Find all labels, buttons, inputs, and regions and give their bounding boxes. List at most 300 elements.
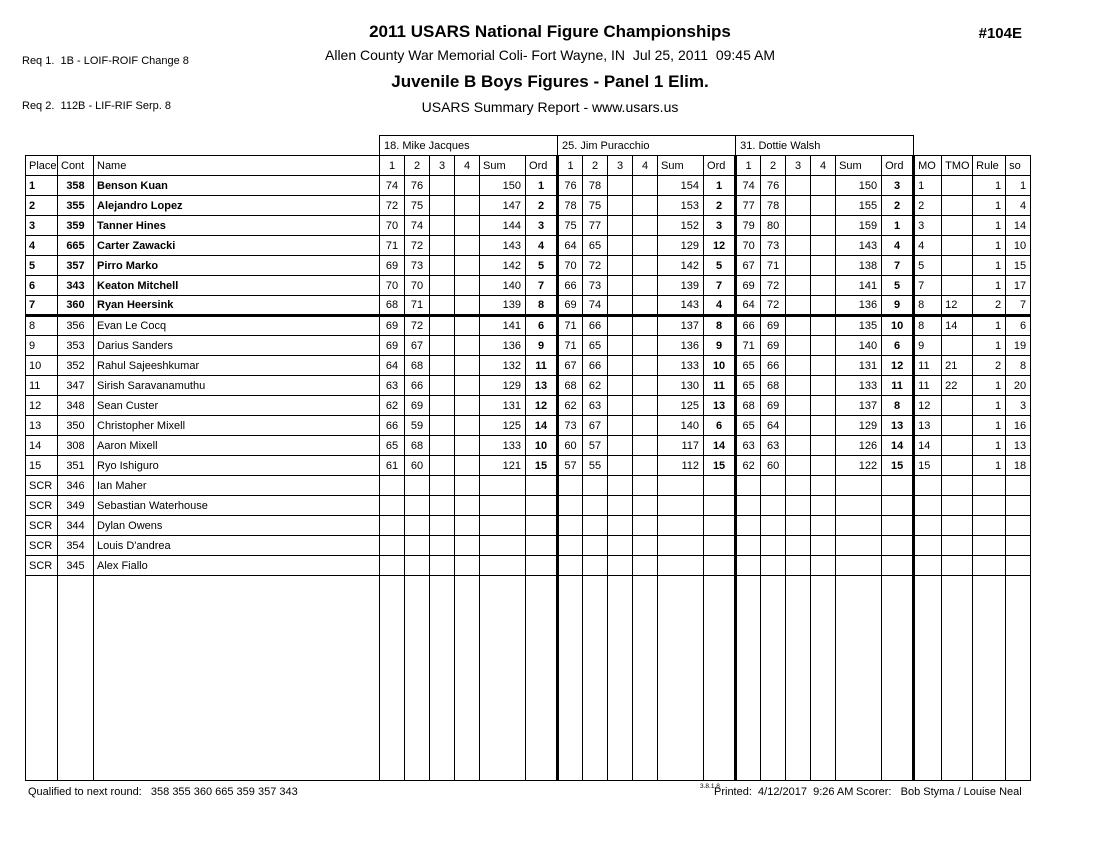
mo-cell: 7 (914, 276, 942, 296)
sum-cell (658, 496, 704, 516)
col-header-score-2: 2 (761, 156, 786, 176)
score-cell (430, 176, 455, 196)
score-cell (811, 296, 836, 316)
col-header-score-1: 1 (380, 156, 405, 176)
name-cell: Sirish Saravanamuthu (94, 376, 380, 396)
score-cell: 71 (380, 236, 405, 256)
so-cell: 16 (1006, 416, 1031, 436)
empty-cell (1006, 576, 1031, 781)
result-row (26, 236, 1031, 256)
scorer-line: Scorer: Bob Styma / Louise Neal (856, 786, 1022, 798)
score-cell (583, 556, 608, 576)
score-cell (633, 176, 658, 196)
score-cell: 69 (736, 276, 761, 296)
ord-cell: 6 (704, 416, 736, 436)
score-cell (736, 556, 761, 576)
score-cell (430, 396, 455, 416)
score-cell (608, 516, 633, 536)
name-cell: Tanner Hines (94, 216, 380, 236)
cont-cell: 357 (58, 256, 94, 276)
score-cell (811, 556, 836, 576)
score-cell: 69 (380, 316, 405, 336)
result-row (26, 316, 1031, 336)
rule-cell (973, 476, 1006, 496)
col-header-score-3: 3 (430, 156, 455, 176)
sum-cell: 140 (480, 276, 526, 296)
ord-cell: 9 (704, 336, 736, 356)
score-cell (608, 436, 633, 456)
result-row (26, 196, 1031, 216)
score-cell (786, 336, 811, 356)
name-cell: Louis D'andrea (94, 536, 380, 556)
place-cell: 2 (26, 196, 58, 216)
score-cell: 67 (583, 416, 608, 436)
col-header-score-4: 4 (811, 156, 836, 176)
col-header-name: Name (94, 156, 380, 176)
ord-cell: 2 (882, 196, 914, 216)
score-cell: 72 (405, 236, 430, 256)
place-cell: 7 (26, 296, 58, 316)
ord-cell: 3 (704, 216, 736, 236)
ord-cell: 4 (704, 296, 736, 316)
ord-cell: 2 (704, 196, 736, 216)
sum-cell: 132 (480, 356, 526, 376)
score-cell: 60 (558, 436, 583, 456)
sum-cell: 112 (658, 456, 704, 476)
score-cell: 66 (761, 356, 786, 376)
result-row (26, 536, 1031, 556)
tmo-cell (942, 516, 973, 536)
score-cell: 70 (736, 236, 761, 256)
qualified-line: Qualified to next round: 358 355 360 665 359 357 343 (28, 786, 298, 798)
score-cell (583, 476, 608, 496)
sum-cell: 159 (836, 216, 882, 236)
score-cell: 62 (583, 376, 608, 396)
score-cell: 64 (380, 356, 405, 376)
ord-cell: 10 (526, 436, 558, 456)
score-cell: 65 (380, 436, 405, 456)
sum-cell: 153 (658, 196, 704, 216)
cont-cell: 353 (58, 336, 94, 356)
score-cell (455, 356, 480, 376)
score-cell (455, 176, 480, 196)
ord-cell: 5 (882, 276, 914, 296)
score-cell (455, 216, 480, 236)
mo-cell: 11 (914, 376, 942, 396)
score-cell (455, 336, 480, 356)
score-cell: 68 (761, 376, 786, 396)
score-cell (786, 316, 811, 336)
name-cell: Alex Fiallo (94, 556, 380, 576)
mo-cell (914, 556, 942, 576)
col-header-place: Place (26, 156, 58, 176)
name-cell: Evan Le Cocq (94, 316, 380, 336)
rule-cell: 2 (973, 356, 1006, 376)
cont-cell: 351 (58, 456, 94, 476)
score-cell (786, 516, 811, 536)
score-cell (811, 216, 836, 236)
rule-cell: 1 (973, 396, 1006, 416)
score-cell (430, 376, 455, 396)
score-cell (811, 196, 836, 216)
tmo-cell (942, 416, 973, 436)
ord-cell: 1 (526, 176, 558, 196)
score-cell: 66 (583, 356, 608, 376)
sum-cell: 129 (480, 376, 526, 396)
place-cell: 6 (26, 276, 58, 296)
mo-cell: 1 (914, 176, 942, 196)
score-cell (455, 196, 480, 216)
sum-cell (836, 556, 882, 576)
name-cell: Sebastian Waterhouse (94, 496, 380, 516)
score-cell: 69 (405, 396, 430, 416)
result-row (26, 556, 1031, 576)
ord-cell (882, 556, 914, 576)
score-cell (811, 496, 836, 516)
name-cell: Ryo Ishiguro (94, 456, 380, 476)
sum-cell: 140 (836, 336, 882, 356)
score-cell: 68 (736, 396, 761, 416)
score-cell (380, 536, 405, 556)
score-cell (786, 236, 811, 256)
ord-cell (526, 516, 558, 536)
score-cell (455, 276, 480, 296)
sum-cell: 141 (836, 276, 882, 296)
score-cell: 72 (380, 196, 405, 216)
score-cell: 62 (558, 396, 583, 416)
score-cell: 63 (380, 376, 405, 396)
place-cell: 4 (26, 236, 58, 256)
sum-cell: 131 (480, 396, 526, 416)
sum-cell: 143 (658, 296, 704, 316)
score-cell (405, 476, 430, 496)
score-cell: 66 (405, 376, 430, 396)
place-cell: 14 (26, 436, 58, 456)
empty-cell (405, 576, 430, 781)
score-cell (736, 476, 761, 496)
score-cell: 72 (761, 276, 786, 296)
so-cell: 13 (1006, 436, 1031, 456)
empty-cell (973, 576, 1006, 781)
score-cell: 66 (736, 316, 761, 336)
sum-cell: 126 (836, 436, 882, 456)
score-cell (811, 356, 836, 376)
score-cell (430, 416, 455, 436)
so-cell: 4 (1006, 196, 1031, 216)
score-cell: 78 (558, 196, 583, 216)
mo-cell: 13 (914, 416, 942, 436)
name-cell: Carter Zawacki (94, 236, 380, 256)
score-cell (380, 556, 405, 576)
score-cell (811, 536, 836, 556)
rule-cell (973, 536, 1006, 556)
mo-cell (914, 476, 942, 496)
score-cell (558, 476, 583, 496)
judges-header-row (26, 136, 1031, 156)
score-cell (608, 496, 633, 516)
score-cell (786, 216, 811, 236)
empty-cell (658, 576, 704, 781)
mo-cell (914, 496, 942, 516)
tmo-cell (942, 196, 973, 216)
score-cell (608, 376, 633, 396)
score-cell: 78 (583, 176, 608, 196)
ord-cell: 2 (526, 196, 558, 216)
score-cell (583, 516, 608, 536)
sum-cell (480, 556, 526, 576)
place-cell: SCR (26, 516, 58, 536)
result-row (26, 416, 1031, 436)
score-cell (786, 256, 811, 276)
score-cell: 76 (761, 176, 786, 196)
score-cell: 65 (736, 416, 761, 436)
so-cell: 10 (1006, 236, 1031, 256)
score-cell: 73 (583, 276, 608, 296)
score-cell (633, 256, 658, 276)
score-cell (558, 496, 583, 516)
ord-cell: 15 (882, 456, 914, 476)
ord-cell: 4 (882, 236, 914, 256)
score-cell (786, 196, 811, 216)
score-cell (430, 256, 455, 276)
score-cell (380, 496, 405, 516)
score-cell: 65 (736, 376, 761, 396)
score-cell (811, 336, 836, 356)
ord-cell (882, 476, 914, 496)
col-header-sum: Sum (836, 156, 882, 176)
score-cell (608, 336, 633, 356)
score-cell: 65 (583, 236, 608, 256)
score-cell: 65 (583, 336, 608, 356)
score-cell (633, 536, 658, 556)
score-cell (608, 456, 633, 476)
rule-cell: 1 (973, 196, 1006, 216)
tmo-cell (942, 476, 973, 496)
result-row (26, 276, 1031, 296)
score-cell (633, 376, 658, 396)
sum-cell: 129 (658, 236, 704, 256)
place-cell: 12 (26, 396, 58, 416)
ord-cell: 11 (882, 376, 914, 396)
score-cell: 80 (761, 216, 786, 236)
score-cell: 73 (761, 236, 786, 256)
ord-cell: 13 (882, 416, 914, 436)
score-cell (455, 296, 480, 316)
ord-cell (882, 516, 914, 536)
score-cell (455, 556, 480, 576)
col-header-tmo: TMO (942, 156, 973, 176)
col-header-score-3: 3 (608, 156, 633, 176)
score-cell: 63 (736, 436, 761, 456)
score-cell (633, 396, 658, 416)
score-cell: 77 (583, 216, 608, 236)
ord-cell: 14 (526, 416, 558, 436)
mo-cell (914, 536, 942, 556)
empty-cell (526, 576, 558, 781)
score-cell (633, 496, 658, 516)
ord-cell: 3 (526, 216, 558, 236)
rule-cell: 1 (973, 416, 1006, 436)
empty-cell (380, 576, 405, 781)
sum-cell: 142 (658, 256, 704, 276)
ord-cell: 10 (704, 356, 736, 376)
score-cell: 74 (736, 176, 761, 196)
score-cell (811, 396, 836, 416)
score-cell: 66 (558, 276, 583, 296)
score-cell: 70 (405, 276, 430, 296)
score-cell: 74 (405, 216, 430, 236)
ord-cell (704, 556, 736, 576)
score-cell (608, 316, 633, 336)
score-cell (811, 456, 836, 476)
score-cell: 63 (761, 436, 786, 456)
sum-cell: 139 (658, 276, 704, 296)
score-cell (455, 436, 480, 456)
result-row (26, 516, 1031, 536)
tmo-cell: 12 (942, 296, 973, 316)
score-cell (786, 456, 811, 476)
so-cell: 19 (1006, 336, 1031, 356)
ord-cell: 15 (704, 456, 736, 476)
score-cell: 68 (405, 356, 430, 376)
sum-cell (658, 556, 704, 576)
col-header-cont: Cont (58, 156, 94, 176)
score-cell: 67 (558, 356, 583, 376)
score-cell: 70 (380, 216, 405, 236)
score-cell (380, 516, 405, 536)
rule-cell: 1 (973, 376, 1006, 396)
results-table (25, 135, 1031, 781)
score-cell (633, 336, 658, 356)
sum-cell: 142 (480, 256, 526, 276)
empty-cell (836, 576, 882, 781)
col-header-score-1: 1 (736, 156, 761, 176)
mo-cell: 2 (914, 196, 942, 216)
ord-cell: 1 (704, 176, 736, 196)
empty-cell (430, 576, 455, 781)
version-stamp: 3.8.1.8 (700, 783, 720, 790)
col-header-score-1: 1 (558, 156, 583, 176)
ord-cell: 9 (526, 336, 558, 356)
tmo-cell (942, 176, 973, 196)
sum-cell (836, 516, 882, 536)
rule-cell (973, 496, 1006, 516)
score-cell: 64 (736, 296, 761, 316)
score-cell (583, 496, 608, 516)
ord-cell (704, 496, 736, 516)
cont-cell: 349 (58, 496, 94, 516)
score-cell (608, 536, 633, 556)
name-cell: Ian Maher (94, 476, 380, 496)
tmo-cell: 22 (942, 376, 973, 396)
empty-cell (942, 576, 973, 781)
result-row (26, 476, 1031, 496)
mo-cell: 14 (914, 436, 942, 456)
score-cell: 72 (583, 256, 608, 276)
ord-cell (526, 496, 558, 516)
sum-cell (836, 476, 882, 496)
sum-cell (658, 476, 704, 496)
so-cell: 7 (1006, 296, 1031, 316)
ord-cell: 8 (526, 296, 558, 316)
score-cell (430, 556, 455, 576)
sum-cell: 136 (836, 296, 882, 316)
name-cell: Keaton Mitchell (94, 276, 380, 296)
place-cell: 5 (26, 256, 58, 276)
mo-cell: 3 (914, 216, 942, 236)
tmo-cell (942, 216, 973, 236)
score-cell (633, 516, 658, 536)
empty-cell (761, 576, 786, 781)
score-cell (811, 436, 836, 456)
empty-cell (480, 576, 526, 781)
sum-cell: 129 (836, 416, 882, 436)
name-cell: Ryan Heersink (94, 296, 380, 316)
so-cell: 3 (1006, 396, 1031, 416)
name-cell: Pirro Marko (94, 256, 380, 276)
score-cell: 67 (736, 256, 761, 276)
championship-title: 2011 USARS National Figure Championships (369, 22, 731, 41)
ord-cell: 7 (704, 276, 736, 296)
result-row (26, 256, 1031, 276)
sum-cell: 137 (658, 316, 704, 336)
tmo-cell (942, 276, 973, 296)
score-cell: 71 (761, 256, 786, 276)
ord-cell (704, 476, 736, 496)
cont-cell: 360 (58, 296, 94, 316)
rule-cell: 1 (973, 316, 1006, 336)
score-cell (786, 536, 811, 556)
score-cell: 74 (583, 296, 608, 316)
score-cell (811, 416, 836, 436)
name-cell: Christopher Mixell (94, 416, 380, 436)
score-cell (608, 476, 633, 496)
sum-cell: 133 (480, 436, 526, 456)
place-cell: 3 (26, 216, 58, 236)
result-row (26, 356, 1031, 376)
place-cell: 11 (26, 376, 58, 396)
ord-cell (704, 536, 736, 556)
score-cell: 73 (405, 256, 430, 276)
so-cell: 20 (1006, 376, 1031, 396)
score-cell (608, 416, 633, 436)
sum-cell: 130 (658, 376, 704, 396)
ord-cell: 13 (704, 396, 736, 416)
place-cell: SCR (26, 536, 58, 556)
score-cell: 63 (583, 396, 608, 416)
score-cell (608, 276, 633, 296)
tmo-cell (942, 256, 973, 276)
score-cell: 70 (558, 256, 583, 276)
score-cell: 74 (380, 176, 405, 196)
sum-cell: 125 (480, 416, 526, 436)
result-row (26, 436, 1031, 456)
score-cell (811, 516, 836, 536)
sum-cell: 155 (836, 196, 882, 216)
score-cell (608, 256, 633, 276)
score-cell: 78 (761, 196, 786, 216)
rule-cell: 1 (973, 276, 1006, 296)
tmo-cell (942, 236, 973, 256)
place-cell: 9 (26, 336, 58, 356)
mo-cell: 8 (914, 316, 942, 336)
mo-cell: 5 (914, 256, 942, 276)
judges-row-spacer-right (914, 136, 1031, 156)
cont-cell: 346 (58, 476, 94, 496)
empty-cell (455, 576, 480, 781)
score-cell (786, 476, 811, 496)
sum-cell: 150 (480, 176, 526, 196)
